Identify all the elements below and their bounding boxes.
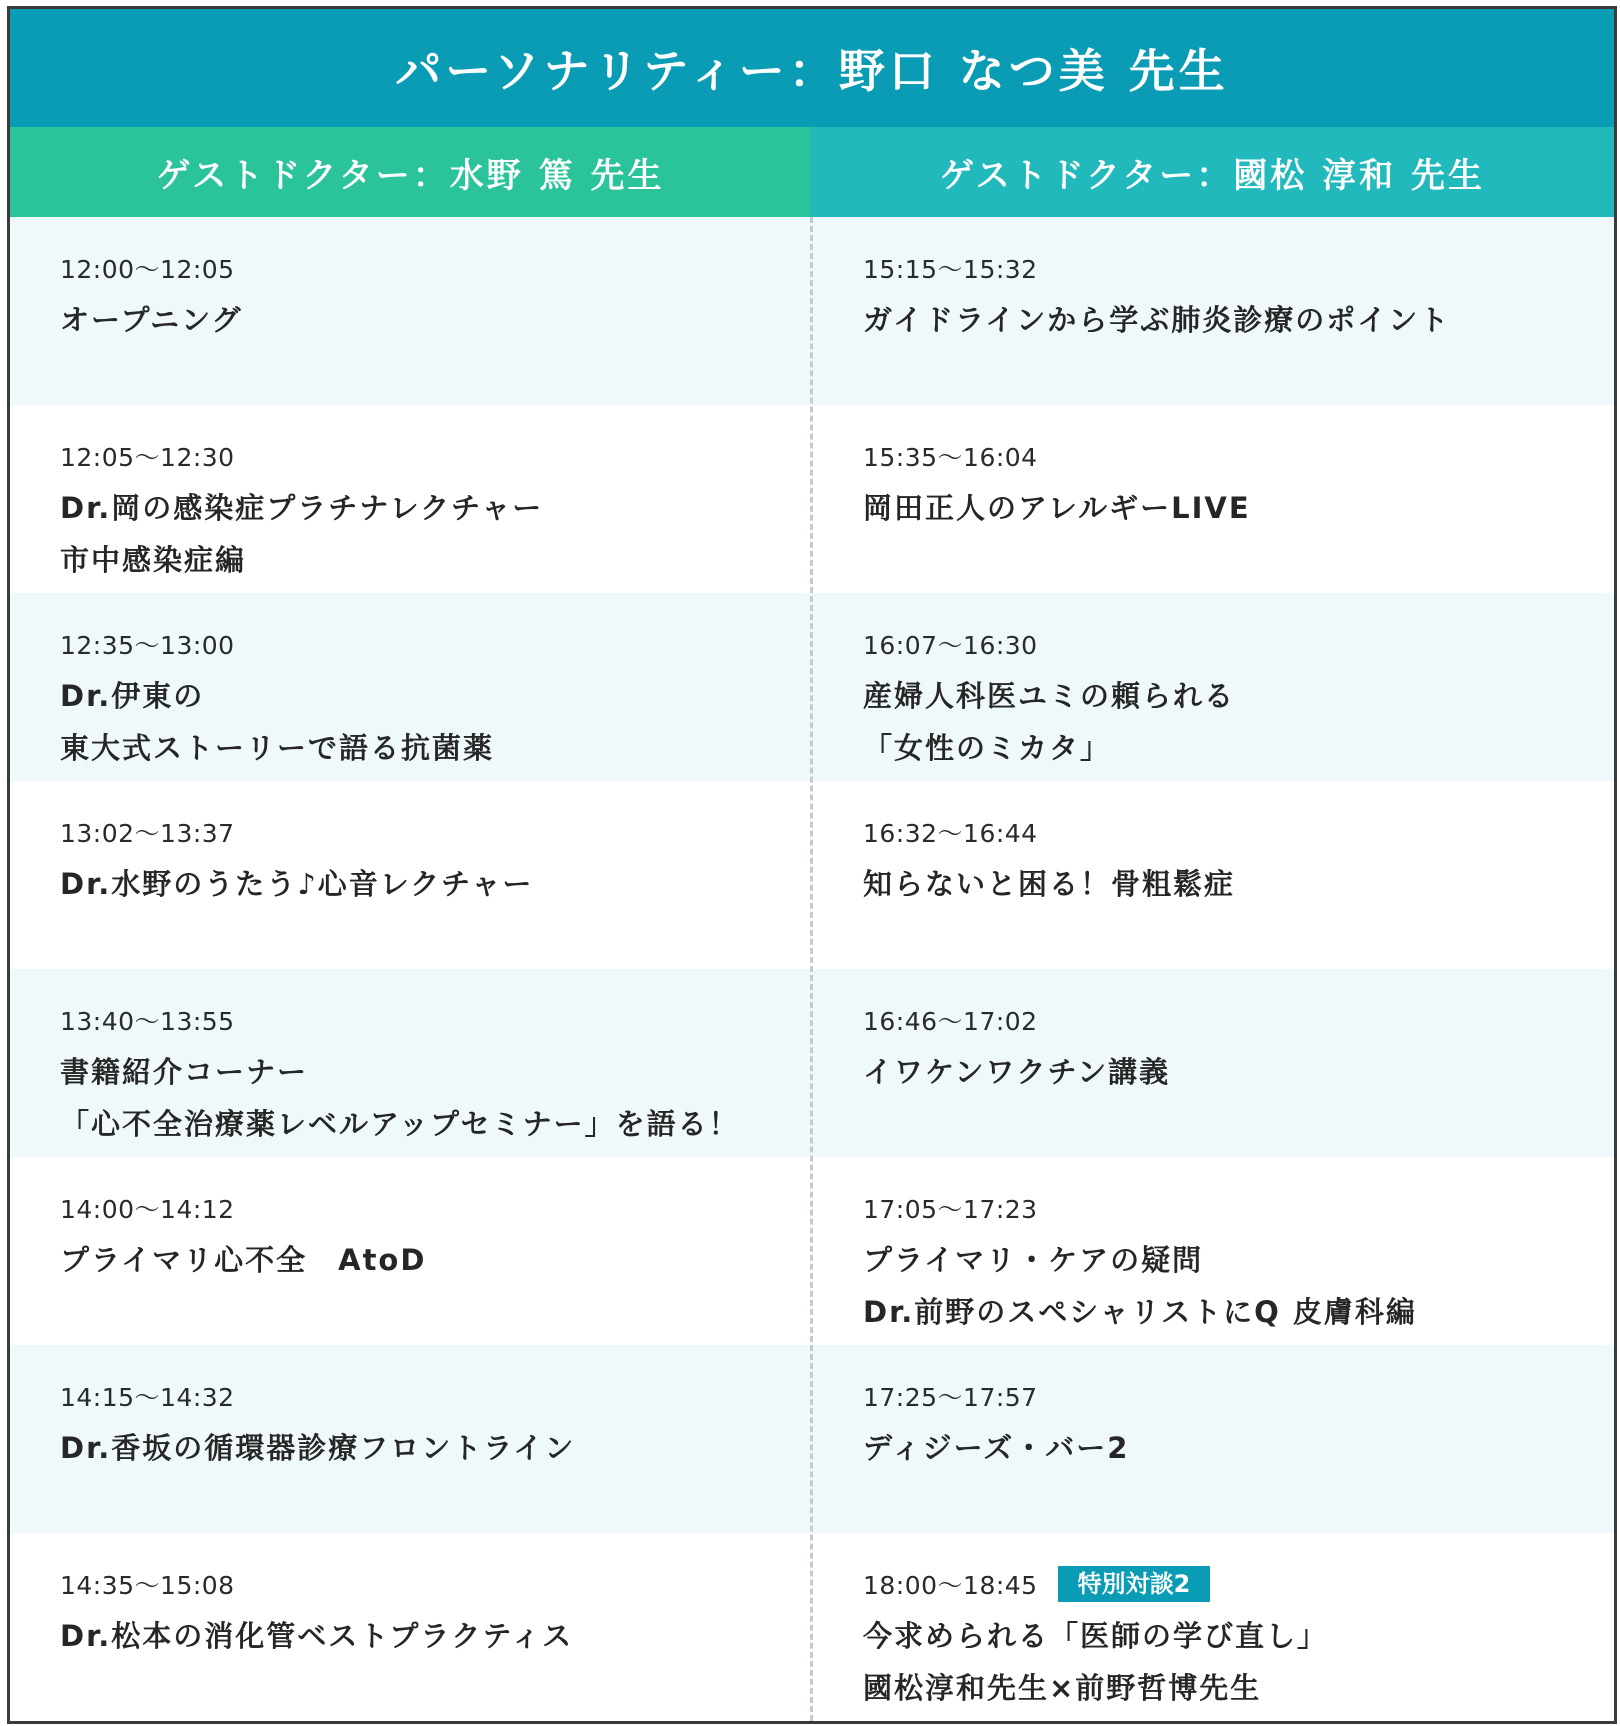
session-time: 14:15〜14:32 <box>60 1383 235 1412</box>
session-time-line <box>60 627 811 661</box>
column-divider <box>810 217 813 1721</box>
schedule-grid <box>10 217 1614 1721</box>
session-title: オープニング <box>60 303 243 337</box>
session-time-line <box>863 1379 1614 1413</box>
session-time: 17:25〜17:57 <box>863 1383 1038 1412</box>
column-header-left <box>10 127 811 217</box>
schedule-table <box>7 6 1617 1724</box>
personality-title: パーソナリティー：野口 なつ美 先生 <box>395 44 1229 98</box>
session-time: 12:00〜12:05 <box>60 255 235 284</box>
session-time: 16:46〜17:02 <box>863 1007 1038 1036</box>
session-time-line <box>60 1191 811 1225</box>
session-title: Dr.伊東の <box>60 679 205 713</box>
session-title: Dr.岡の感染症プラチナレクチャー <box>60 491 544 525</box>
session-right <box>811 405 1614 593</box>
session-right <box>811 217 1614 405</box>
session-time-line <box>863 815 1614 849</box>
session-time-line <box>60 1379 811 1413</box>
session-title: 東大式ストーリーで語る抗菌薬 <box>60 731 495 765</box>
session-title: 市中感染症編 <box>60 543 247 577</box>
session-title: 産婦人科医ユミの頼られる <box>863 679 1236 713</box>
session-time-line <box>863 1003 1614 1037</box>
column-header-left-label: ゲストドクター：水野 篤 先生 <box>156 155 665 196</box>
session-right <box>811 781 1614 969</box>
session-title: ディジーズ・バー2 <box>863 1431 1130 1465</box>
session-time: 14:00〜14:12 <box>60 1195 235 1224</box>
column-header-right <box>811 127 1614 217</box>
session-time-line <box>863 439 1614 473</box>
session-title: 岡田正人のアレルギーLIVE <box>863 491 1251 525</box>
session-title: 國松淳和先生×前野哲博先生 <box>863 1671 1262 1705</box>
session-right <box>811 1533 1614 1721</box>
session-title: Dr.水野のうたう♪心音レクチャー <box>60 867 534 901</box>
session-right <box>811 1157 1614 1345</box>
session-left <box>10 217 811 405</box>
session-left <box>10 969 811 1157</box>
session-time: 18:00〜18:45 <box>863 1571 1038 1600</box>
session-title: 今求められる「医師の学び直し」 <box>863 1619 1329 1653</box>
session-time-line <box>60 439 811 473</box>
session-time-line <box>60 815 811 849</box>
session-title: 「心不全治療薬レベルアップセミナー」を語る！ <box>60 1107 740 1141</box>
session-title: Dr.香坂の循環器診療フロントライン <box>60 1431 576 1465</box>
session-time-line <box>60 1003 811 1037</box>
session-time-line <box>863 1567 1614 1601</box>
session-title: イワケンワクチン講義 <box>863 1055 1171 1089</box>
session-time: 16:07〜16:30 <box>863 631 1038 660</box>
session-left <box>10 1533 811 1721</box>
session-title: プライマリ・ケアの疑問 <box>863 1243 1204 1277</box>
column-headers <box>10 127 1614 217</box>
session-time-line <box>60 251 811 285</box>
session-title: 「女性のミカタ」 <box>863 731 1112 765</box>
session-left <box>10 593 811 781</box>
session-title: プライマリ心不全 AtoD <box>60 1243 427 1277</box>
session-time-line <box>863 251 1614 285</box>
session-left <box>10 405 811 593</box>
personality-header <box>10 9 1614 127</box>
session-time: 14:35〜15:08 <box>60 1571 235 1600</box>
column-header-right-label: ゲストドクター：國松 淳和 先生 <box>940 155 1485 196</box>
session-right <box>811 593 1614 781</box>
session-title: Dr.松本の消化管ベストプラクティス <box>60 1619 574 1653</box>
session-time-line <box>60 1567 811 1601</box>
session-right <box>811 969 1614 1157</box>
session-time: 17:05〜17:23 <box>863 1195 1038 1224</box>
session-time: 15:35〜16:04 <box>863 443 1038 472</box>
session-time: 13:40〜13:55 <box>60 1007 235 1036</box>
session-title: 書籍紹介コーナー <box>60 1055 309 1089</box>
session-left <box>10 1345 811 1533</box>
session-title: ガイドラインから学ぶ肺炎診療のポイント <box>863 303 1451 337</box>
session-time: 12:35〜13:00 <box>60 631 235 660</box>
session-title: 知らないと困る！骨粗鬆症 <box>863 867 1236 901</box>
session-time: 13:02〜13:37 <box>60 819 235 848</box>
session-time-line <box>863 1191 1614 1225</box>
session-time-line <box>863 627 1614 661</box>
session-right <box>811 1345 1614 1533</box>
special-badge: 特別対談2 <box>1058 1566 1211 1602</box>
session-left <box>10 1157 811 1345</box>
session-left <box>10 781 811 969</box>
session-time: 16:32〜16:44 <box>863 819 1038 848</box>
session-time: 15:15〜15:32 <box>863 255 1038 284</box>
session-time: 12:05〜12:30 <box>60 443 235 472</box>
session-title: Dr.前野のスペシャリストにQ 皮膚科編 <box>863 1295 1417 1329</box>
